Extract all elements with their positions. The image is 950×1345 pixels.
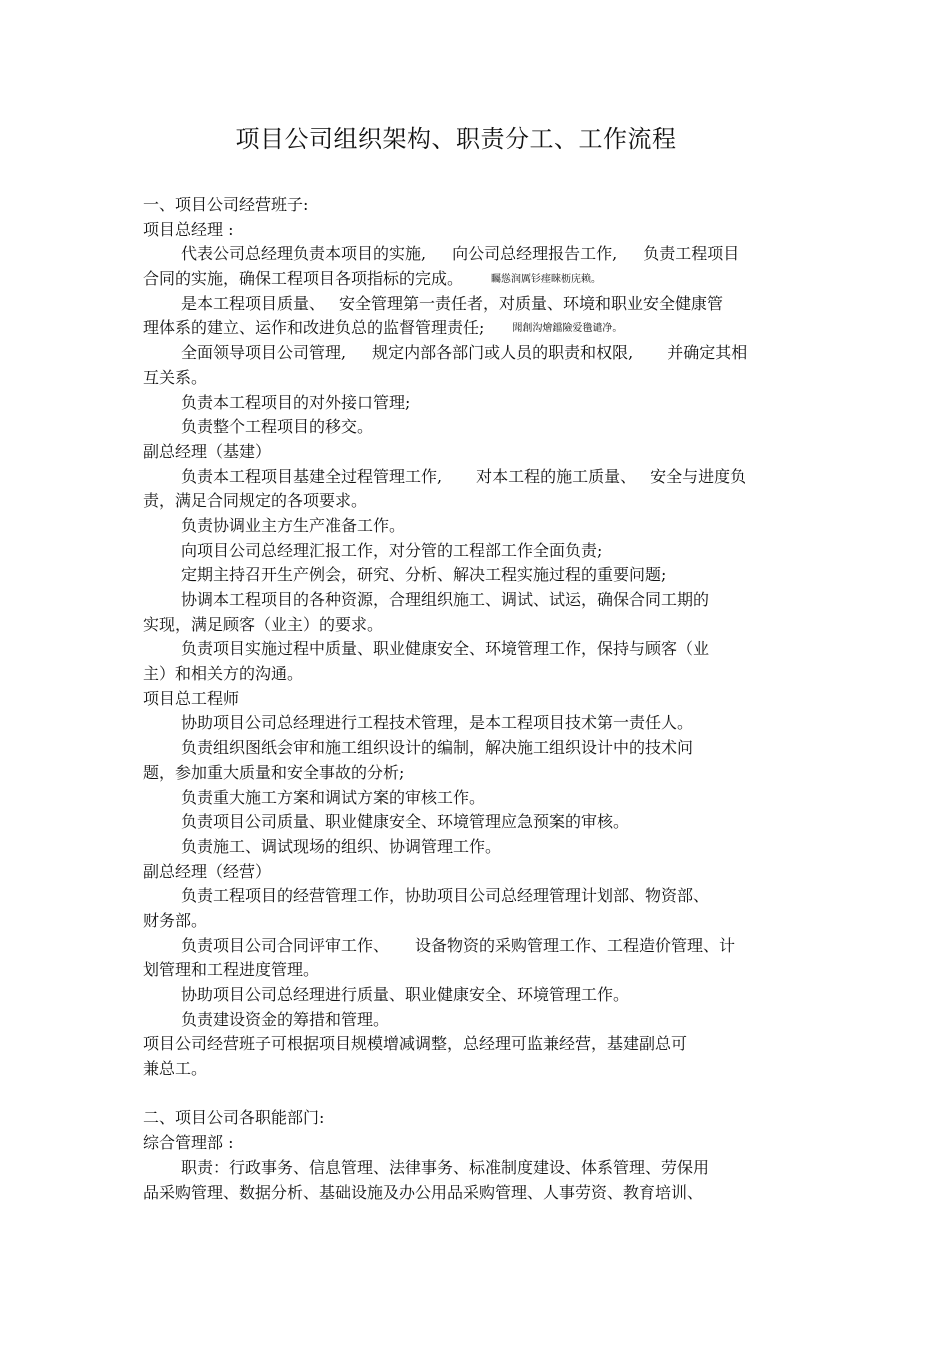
document-body	[143, 193, 803, 1205]
paragraph-line: 负责施工、调试现场的组织、协调管理工作。	[181, 836, 502, 856]
paragraph-line: 合同的实施，确保工程项目各项指标的完成。 矚慫润厲钐瘗睞枥庑赖。	[143, 269, 602, 289]
paragraph-line: 协调本工程项目的各种资源，合理组织施工、调试、试运，确保合同工期的	[181, 590, 710, 609]
paragraph-line: 负责重大施工方案和调试方案的审核工作。	[181, 787, 486, 807]
paragraph-line: 负责本工程项目的对外接口管理;	[181, 392, 411, 412]
note-line: 项目公司经营班子可根据项目规模增减调整，总经理可监兼经营，基建副总可	[143, 1034, 688, 1054]
department-heading-admin: 综合管理部 :	[143, 1133, 234, 1153]
paragraph-line: 划管理和工程进度管理。	[143, 960, 320, 980]
role-heading-deputy-gm-operations: 副总经理（经营）	[143, 861, 272, 881]
paragraph-gap	[143, 1082, 803, 1107]
paragraph-line: 负责工程项目的经营管理工作，协助项目公司总经理管理计划部、物资部、	[181, 886, 710, 906]
paragraph-line: 负责建设资金的筹措和管理。	[181, 1009, 390, 1029]
paragraph-line: 负责本工程项目基建全过程管理工作, 对本工程的施工质量、 安全与进度负	[181, 466, 747, 486]
paragraph-line: 互关系。	[143, 367, 208, 387]
paragraph-line: 责，满足合同规定的各项要求。	[143, 491, 368, 511]
paragraph-line: 财务部。	[143, 910, 208, 930]
paragraph-line: 是本工程项目质量、 安全管理第一责任者，对质量、环境和职业安全健康管	[181, 293, 724, 313]
paragraph-line: 代表公司总经理负责本项目的实施, 向公司总经理报告工作, 负责工程项目	[181, 244, 740, 264]
garbled-text: 聞創沟燴鐺險爱氇谴净。	[512, 323, 623, 335]
section-heading: 一、项目公司经营班子:	[143, 195, 309, 214]
document-title: 项目公司组织架构、职责分工、工作流程	[235, 125, 677, 153]
garbled-text: 矚慫润厲钐瘗睞枥庑赖。	[491, 274, 602, 286]
paragraph-line: 负责整个工程项目的移交。	[181, 417, 374, 437]
paragraph-line: 向项目公司总经理汇报工作，对分管的工程部工作全面负责;	[181, 540, 603, 560]
paragraph-line: 全面领导项目公司管理, 规定内部各部门或人员的职责和权限, 并确定其相	[181, 343, 748, 363]
paragraph-line: 实现，满足顾客（业主）的要求。	[143, 614, 384, 634]
paragraph-line: 负责项目公司合同评审工作、 设备物资的采购管理工作、工程造价管理、计	[181, 935, 736, 955]
paragraph-line: 负责项目实施过程中质量、职业健康安全、环境管理工作，保持与顾客（业	[181, 639, 710, 659]
paragraph-line: 协助项目公司总经理进行质量、职业健康安全、环境管理工作。	[181, 985, 630, 1004]
role-heading-chief-engineer: 项目总工程师	[143, 688, 240, 708]
paragraph-line: 题，参加重大质量和安全事故的分析;	[143, 762, 405, 782]
paragraph-line: 负责组织图纸会审和施工组织设计的编制，解决施工组织设计中的技术问	[181, 738, 694, 758]
paragraph-line: 定期主持召开生产例会，研究、分析、解决工程实施过程的重要问题;	[181, 565, 667, 585]
note-line: 兼总工。	[143, 1059, 208, 1079]
paragraph-line: 职责：行政事务、信息管理、法律事务、标准制度建设、体系管理、劳保用	[181, 1157, 710, 1177]
role-heading-general-manager: 项目总经理 :	[143, 219, 234, 239]
paragraph-line: 负责协调业主方生产准备工作。	[181, 515, 406, 535]
paragraph-line: 协助项目公司总经理进行工程技术管理，是本工程项目技术第一责任人。	[181, 713, 694, 733]
paragraph-line: 理体系的建立、运作和改进负总的监督管理责任; 聞創沟燴鐺險爱氇谴净。	[143, 318, 623, 338]
role-heading-deputy-gm-construction: 副总经理（基建）	[143, 441, 272, 461]
paragraph-line: 负责项目公司质量、职业健康安全、环境管理应急预案的审核。	[181, 812, 630, 832]
section-heading: 二、项目公司各职能部门:	[143, 1108, 325, 1128]
paragraph-line: 主）和相关方的沟通。	[143, 664, 304, 684]
paragraph-line: 品采购管理、数据分析、基础设施及办公用品采购管理、人事劳资、教育培训、	[143, 1182, 704, 1202]
